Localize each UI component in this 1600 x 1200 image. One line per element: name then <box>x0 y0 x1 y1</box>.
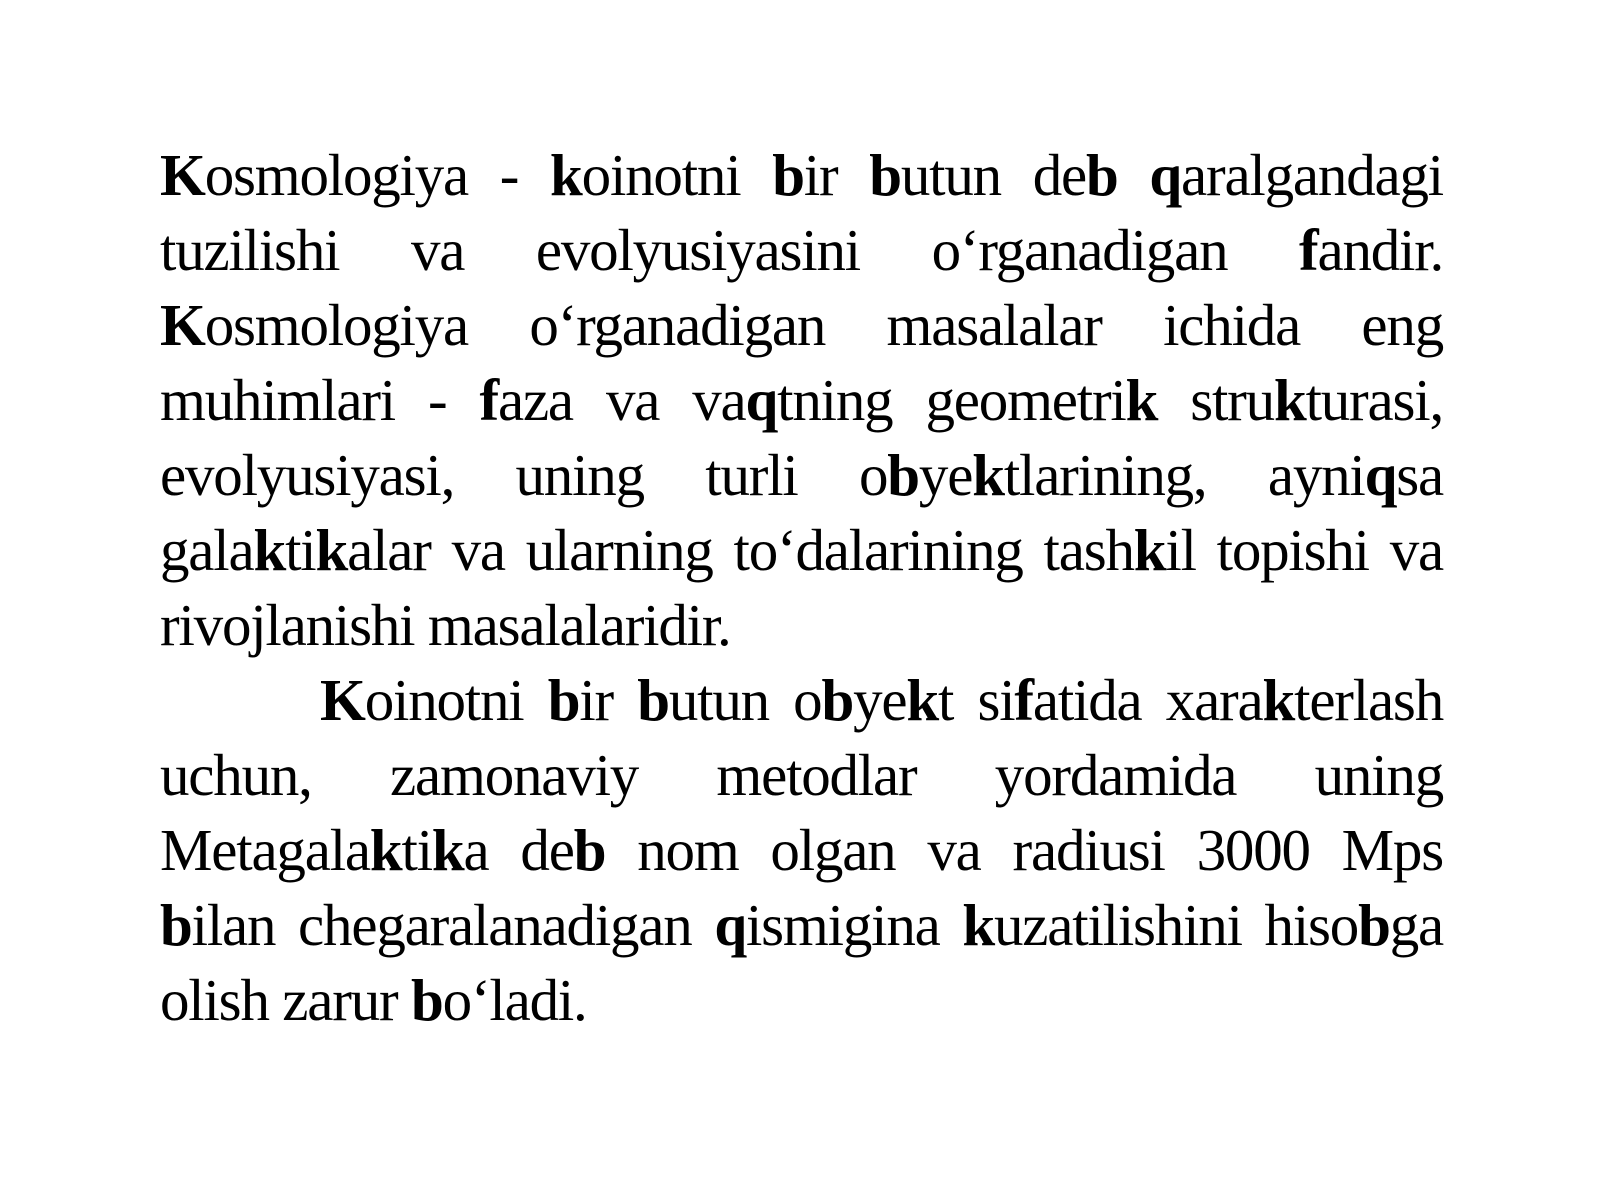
bold-text-run: q <box>714 892 746 958</box>
text-run: ti <box>285 517 316 583</box>
bold-text-run: k <box>1273 367 1306 433</box>
text-run: terlash uchun, zamonaviy metodlar yordamida uning Metagala <box>160 667 1443 883</box>
bold-text-run: k <box>315 517 348 583</box>
bold-text-run: k <box>1133 517 1166 583</box>
text-run: aza va va <box>497 367 746 433</box>
text-run: stru <box>1157 367 1274 433</box>
bold-text-run: k <box>1125 367 1158 433</box>
bold-text-run: k <box>962 892 994 958</box>
paragraph-2 <box>160 663 1443 1038</box>
text-run: a de <box>463 817 574 883</box>
text-run: nom olgan va radiusi 3000 Mps <box>605 817 1443 883</box>
bold-text-run: b <box>869 142 901 208</box>
bold-text-run: q <box>1364 442 1397 508</box>
bold-text-run: b <box>1086 142 1118 208</box>
bold-text-run: f <box>1014 667 1033 733</box>
text-run: sa gala <box>160 442 1443 583</box>
bold-text-run: k <box>1262 667 1295 733</box>
bold-text-run: K <box>160 292 205 358</box>
body-text <box>160 138 1443 1038</box>
text-run: tlarining, ayni <box>1003 442 1365 508</box>
text-run: ga olish zarur <box>160 892 1444 1033</box>
bold-text-run: b <box>637 667 669 733</box>
bold-text-run: k <box>972 442 1004 508</box>
text-run: ye <box>918 442 973 508</box>
text-run: ismigina <box>745 892 963 958</box>
bold-text-run: k <box>369 817 402 883</box>
bold-text-run: b <box>160 892 192 958</box>
text-run: ye <box>853 667 907 733</box>
bold-text-run: b <box>573 817 606 883</box>
text-run: osmologiya o‘rganadigan masalalar ichida eng muhimlari - <box>160 292 1443 433</box>
text-run: atida xara <box>1032 667 1263 733</box>
text-run: oinotni <box>364 667 548 733</box>
bold-text-run: b <box>772 142 804 208</box>
bold-text-run: b <box>1358 892 1390 958</box>
bold-text-run: K <box>160 142 205 208</box>
bold-text-run: k <box>253 517 286 583</box>
text-run: ir <box>579 667 638 733</box>
text-run: ti <box>401 817 432 883</box>
text-run: utun o <box>668 667 822 733</box>
bold-text-run: f <box>1299 217 1318 283</box>
text-run <box>1118 142 1150 208</box>
bold-text-run: b <box>887 442 919 508</box>
text-run: uzatilishini hiso <box>993 892 1359 958</box>
text-run: ilan chegaralanadigan <box>191 892 715 958</box>
bold-text-run: k <box>906 667 939 733</box>
text-run: turasi, evolyusiyasi, uning turli o <box>160 367 1443 508</box>
text-run: alar va ularning to‘dalarining tash <box>347 517 1134 583</box>
bold-text-run: b <box>547 667 580 733</box>
text-run: utun de <box>900 142 1086 208</box>
text-run: il topishi va rivojlanishi masalalaridir. <box>160 517 1443 658</box>
bold-text-run: q <box>745 367 778 433</box>
text-run: t si <box>938 667 1015 733</box>
text-run: ir <box>803 142 870 208</box>
text-run: andir. <box>1317 217 1443 283</box>
text-run: osmologiya - <box>204 142 551 208</box>
bold-text-run: q <box>1149 142 1182 208</box>
text-run: aralgandagi tuzilishi va evolyusiyasini o‘rganadigan <box>160 142 1443 283</box>
paragraph-1 <box>160 138 1443 663</box>
text-run: tning geometri <box>777 367 1126 433</box>
bold-text-run: b <box>821 667 854 733</box>
bold-text-run: k <box>550 142 582 208</box>
bold-text-run: k <box>431 817 464 883</box>
text-run: o‘ladi. <box>442 967 587 1033</box>
bold-text-run: f <box>479 367 498 433</box>
bold-text-run: b <box>411 967 443 1033</box>
text-run: oinotni <box>581 142 773 208</box>
bold-text-run: K <box>320 667 365 733</box>
